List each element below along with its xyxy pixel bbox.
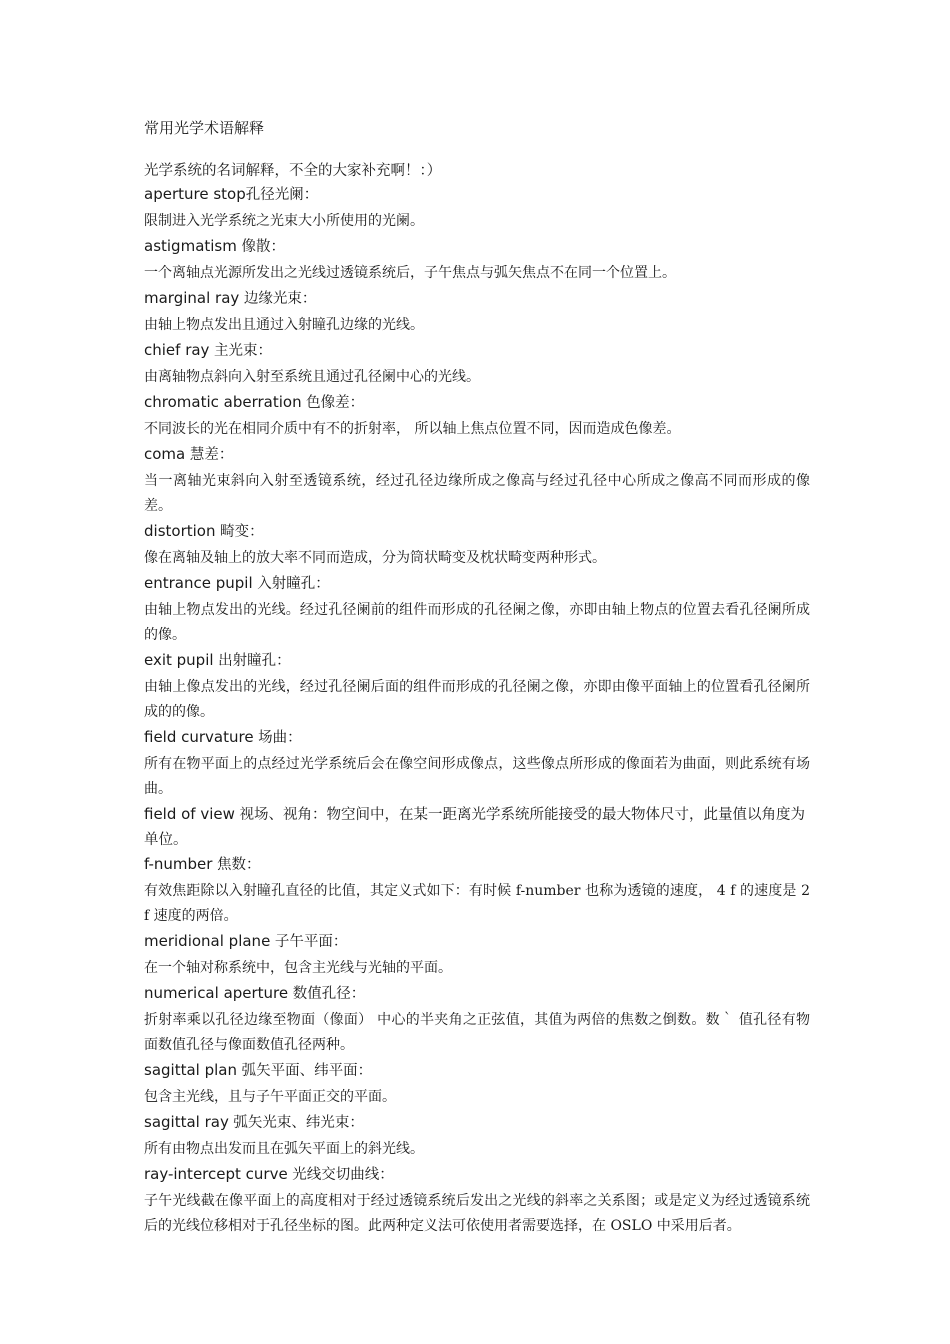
term-definition: 当一离轴光束斜向入射至透镜系统，经过孔径边缘所成之像高与经过孔径中心所成之像高不同而形成的像差。 [144,473,810,514]
glossary-entry [144,1162,810,1239]
term-english: field of view [144,805,235,823]
term-english: sagittal plan [144,1061,237,1079]
document-body [144,116,810,1239]
term-english: field curvature [144,728,254,746]
term-definition: 由轴上像点发出的光线，经过孔径阑后面的组件而形成的孔径阑之像，亦即由像平面轴上的位置看孔径阑所成的的像。 [144,679,810,720]
term-heading [144,338,810,363]
term-chinese: 孔径光阑： [245,187,319,203]
term-definition: 不同波长的光在相同介质中有不的折射率， 所以轴上焦点位置不同，因而造成色像差。 [144,421,681,437]
term-chinese: 子午平面： [270,934,348,950]
term-heading [144,1110,810,1135]
term-heading [144,1162,810,1187]
term-chinese: 入射瞳孔： [252,576,330,592]
term-heading [144,648,810,673]
term-definition: 在一个轴对称系统中，包含主光线与光轴的平面。 [144,960,452,976]
term-heading [144,442,810,467]
term-heading [144,1058,810,1083]
term-heading [144,182,810,207]
glossary-entry [144,929,810,981]
term-heading [144,852,810,877]
term-chinese: 边缘光束： [239,291,317,307]
term-chinese: 畸变： [215,524,264,540]
glossary-entry [144,981,810,1058]
term-chinese: 场曲： [253,730,302,746]
glossary-list [144,182,810,1239]
glossary-entry [144,234,810,286]
term-heading [144,725,810,750]
glossary-entry [144,571,810,648]
term-definition: 所有在物平面上的点经过光学系统后会在像空间形成像点，这些像点所形成的像面若为曲面，则此系统有场曲。 [144,756,810,797]
term-chinese: 焦数： [212,857,261,873]
term-definition: 折射率乘以孔径边缘至物面（像面） 中心的半夹角之正弦值，其值为两倍的焦数之倒数。数｀ 值孔径有物面数值孔径与像面数值孔径两种。 [144,1012,810,1053]
term-english: numerical aperture [144,984,289,1002]
term-heading [144,802,810,852]
term-english: astigmatism [144,237,237,255]
term-definition: 所有由物点出发而且在弧矢平面上的斜光线。 [144,1141,424,1157]
term-english: aperture stop [144,185,246,203]
term-english: marginal ray [144,289,240,307]
term-english: distortion [144,522,216,540]
term-english: ray-intercept curve [144,1165,288,1183]
term-definition: 子午光线截在像平面上的高度相对于经过透镜系统后发出之光线的斜率之关系图；或是定义为经过透镜系统后的光线位移相对于孔径坐标的图。此两种定义法可依使用者需要选择，在 OSLO 中采用后者。 [144,1193,810,1234]
term-heading [144,519,810,544]
term-chinese: 弧矢平面、纬平面： [236,1063,373,1079]
term-english: chief ray [144,341,210,359]
glossary-entry [144,338,810,390]
glossary-entry [144,1110,810,1162]
term-chinese: 出射瞳孔： [213,653,291,669]
term-definition: 由离轴物点斜向入射至系统且通过孔径阑中心的光线。 [144,369,480,385]
term-heading [144,286,810,311]
glossary-entry [144,725,810,802]
term-english: meridional plane [144,932,271,950]
term-chinese: 数值孔径： [288,986,366,1002]
term-english: f-number [144,855,213,873]
term-chinese: 视场、视角：物空间中，在某一距离光学系统所能接受的最大物体尺寸，此量值以角度为单位。 [144,807,806,848]
term-english: sagittal ray [144,1113,229,1131]
term-chinese: 色像差： [301,395,365,411]
glossary-entry [144,286,810,338]
term-definition: 有效焦距除以入射瞳孔直径的比值，其定义式如下：有时候 f-number 也称为透镜的速度， 4 f 的速度是 2 f 速度的两倍。 [144,883,810,924]
term-definition: 由轴上物点发出且通过入射瞳孔边缘的光线。 [144,317,424,333]
term-english: chromatic aberration [144,393,302,411]
term-heading [144,571,810,596]
term-chinese: 光线交切曲线： [287,1167,394,1183]
term-heading [144,929,810,954]
term-heading [144,981,810,1006]
term-heading [144,234,810,259]
term-definition: 一个离轴点光源所发出之光线过透镜系统后，子午焦点与弧矢焦点不在同一个位置上。 [144,265,676,281]
glossary-entry [144,648,810,725]
term-definition: 由轴上物点发出的光线。经过孔径阑前的组件而形成的孔径阑之像，亦即由轴上物点的位置去看孔径阑所成的像。 [144,602,810,643]
glossary-entry [144,442,810,519]
glossary-entry [144,390,810,442]
term-english: coma [144,445,186,463]
term-chinese: 弧矢光束、纬光束： [228,1115,364,1131]
term-heading [144,390,810,415]
glossary-entry [144,802,810,852]
term-definition: 限制进入光学系统之光束大小所使用的光阑。 [144,213,424,229]
glossary-entry [144,1058,810,1110]
document-title: 常用光学术语解释 [144,119,265,137]
glossary-entry [144,182,810,234]
term-chinese: 主光束： [209,343,273,359]
glossary-entry [144,852,810,929]
term-definition: 像在离轴及轴上的放大率不同而造成，分为筒状畸变及枕状畸变两种形式。 [144,550,606,566]
term-chinese: 像散： [236,239,285,255]
term-definition: 包含主光线，且与子午平面正交的平面。 [144,1089,396,1105]
intro-text: 光学系统的名词解释，不全的大家补充啊！：） [144,163,442,179]
glossary-entry [144,519,810,571]
term-english: exit pupil [144,651,214,669]
term-chinese: 慧差： [185,447,234,463]
term-english: entrance pupil [144,574,253,592]
